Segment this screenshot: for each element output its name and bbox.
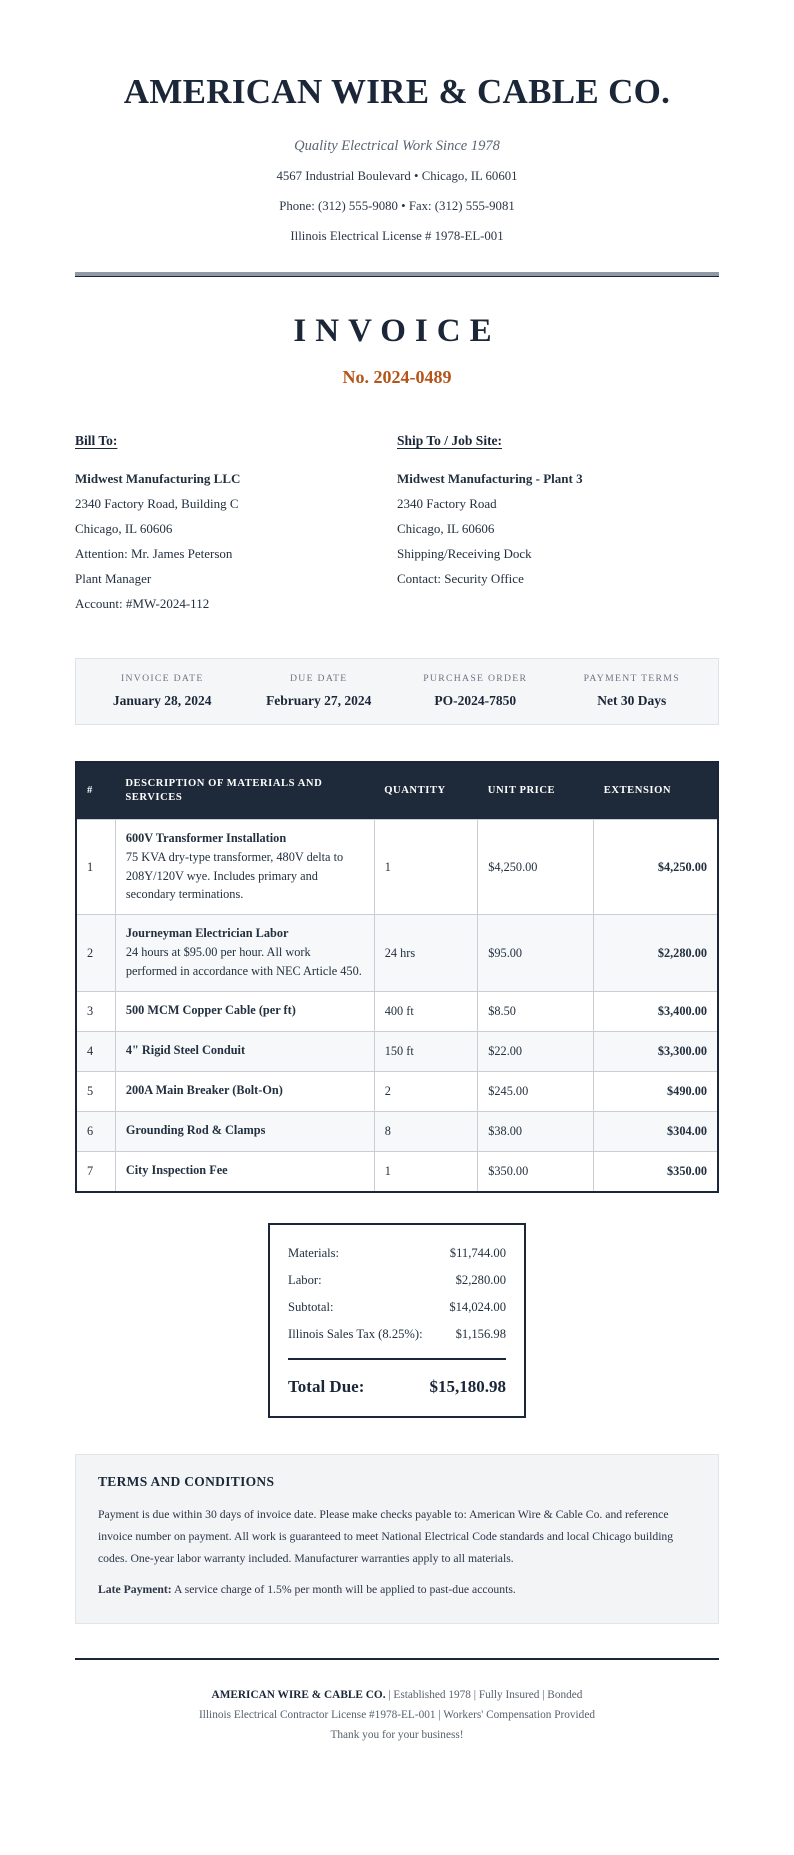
parties-section [75,433,719,616]
cell-unit-price: $8.50 [478,992,594,1032]
meta-value: February 27, 2024 [266,692,372,708]
ship-to-block [397,433,719,616]
totals-label: Subtotal: [288,1300,334,1315]
bill-to-line: Attention: Mr. James Peterson [75,545,233,561]
meta-value: PO-2024-7850 [434,692,517,708]
ship-to-line: Contact: Security Office [397,570,524,586]
table-row [76,915,718,992]
ship-to-line: Midwest Manufacturing - Plant 3 [397,470,583,486]
totals-section [75,1223,719,1418]
company-tagline: Quality Electrical Work Since 1978 [294,137,500,154]
invoice-number: No. 2024-0489 [342,366,452,387]
cell-unit-price: $350.00 [478,1152,594,1193]
ship-to-title: Ship To / Job Site: [397,432,503,448]
cell-number: 1 [76,820,115,915]
cell-quantity: 1 [374,820,478,915]
cell-extension: $4,250.00 [594,820,718,915]
terms-body: Payment is due within 30 days of invoice date. Please make checks payable to: American Wire & Cable Co. and reference invoice number on payment. All work is guaranteed to meet National Electrical Code standards and local Chicago building codes. One-year labor warranty included. Manufacturer warranties apply to all materials. [98,1508,674,1565]
meta-due-date [241,673,398,709]
cell-description [115,992,374,1032]
bill-to-line: 2340 Factory Road, Building C [75,495,239,511]
table-row [76,1152,718,1193]
meta-value: Net 30 Days [597,692,667,708]
cell-number: 5 [76,1072,115,1112]
totals-label: Illinois Sales Tax (8.25%): [288,1327,423,1342]
totals-box [268,1223,526,1418]
cell-extension: $3,300.00 [594,1032,718,1072]
cell-unit-price: $38.00 [478,1112,594,1152]
footer-line-3: Thank you for your business! [330,1729,464,1742]
meta-label: INVOICE DATE [120,672,204,684]
meta-purchase-order [397,673,554,709]
cell-quantity: 8 [374,1112,478,1152]
cell-unit-price: $95.00 [478,915,594,992]
invoice-heading: INVOICE [293,312,501,349]
company-phone-fax: Phone: (312) 555-9080 • Fax: (312) 555-9081 [279,199,515,214]
cell-number: 4 [76,1032,115,1072]
letterhead [75,70,719,246]
column-header-unit-price: UNIT PRICE [478,762,594,820]
table-row [76,992,718,1032]
cell-number: 2 [76,915,115,992]
totals-value: $1,156.98 [455,1327,506,1342]
page-footer [75,1668,719,1746]
cell-extension: $304.00 [594,1112,718,1152]
totals-row-materials [288,1240,506,1267]
bill-to-block [75,433,397,616]
ship-to-line: 2340 Factory Road [397,495,497,511]
cell-extension: $350.00 [594,1152,718,1193]
totals-value: $11,744.00 [449,1246,506,1261]
cell-number: 3 [76,992,115,1032]
column-header-extension: EXTENSION [594,762,718,820]
item-title: 4" Rigid Steel Conduit [125,1043,246,1058]
total-due-label: Total Due: [288,1377,365,1397]
item-title: 200A Main Breaker (Bolt-On) [125,1083,283,1098]
late-payment-text: A service charge of 1.5% per month will be applied to past-due accounts. [171,1583,516,1597]
column-header-quantity: QUANTITY [374,762,478,820]
footer-company-credentials: | Established 1978 | Fully Insured | Bonded [385,1688,583,1701]
cell-quantity: 400 ft [374,992,478,1032]
bill-to-line: Account: #MW-2024-112 [75,595,210,611]
totals-value: $14,024.00 [449,1300,506,1315]
meta-label: DUE DATE [290,672,348,684]
meta-label: PAYMENT TERMS [583,672,680,684]
totals-row-sales-tax [288,1321,506,1348]
bill-to-line: Midwest Manufacturing LLC [75,470,241,486]
item-detail: 75 KVA dry-type transformer, 480V delta to 208Y/120V wye. Includes primary and secondary terminations. [125,850,344,902]
cell-extension: $2,280.00 [594,915,718,992]
table-row [76,1032,718,1072]
table-row [76,820,718,915]
cell-unit-price: $245.00 [478,1072,594,1112]
late-payment-note [98,1580,696,1600]
bill-to-line: Chicago, IL 60606 [75,520,173,536]
totals-label: Labor: [288,1273,322,1288]
cell-description [115,1152,374,1193]
item-title: Grounding Rod & Clamps [125,1123,266,1138]
item-title: Journeyman Electrician Labor [125,926,289,941]
totals-value: $2,280.00 [455,1273,506,1288]
cell-description [115,1072,374,1112]
cell-number: 6 [76,1112,115,1152]
company-name: AMERICAN WIRE & CABLE CO. [123,72,671,111]
totals-label: Materials: [288,1246,340,1261]
footer-line-1 [75,1685,719,1705]
cell-number: 7 [76,1152,115,1193]
item-detail: 24 hours at $95.00 per hour. All work performed in accordance with NEC Article 450. [125,945,362,978]
cell-extension: $490.00 [594,1072,718,1112]
invoice-meta-bar [75,658,719,725]
column-header-description: DESCRIPTION OF MATERIALS AND SERVICES [115,762,374,820]
meta-label: PURCHASE ORDER [423,672,528,684]
item-title: City Inspection Fee [125,1163,228,1178]
line-items-table [75,761,719,1194]
cell-unit-price: $4,250.00 [478,820,594,915]
bill-to-title: Bill To: [75,432,118,448]
table-row [76,1072,718,1112]
header-divider [75,272,719,277]
ship-to-line: Chicago, IL 60606 [397,520,495,536]
meta-payment-terms [554,673,711,709]
footer-company-name: AMERICAN WIRE & CABLE CO. [211,1688,386,1701]
column-header-number: # [76,762,115,820]
terms-title: TERMS AND CONDITIONS [98,1474,275,1490]
total-due-value: $15,180.98 [429,1377,506,1397]
cell-quantity: 150 ft [374,1032,478,1072]
late-payment-label: Late Payment: [98,1583,172,1597]
cell-unit-price: $22.00 [478,1032,594,1072]
footer-divider [75,1658,719,1660]
meta-value: January 28, 2024 [112,692,212,708]
cell-quantity: 24 hrs [374,915,478,992]
table-row [76,1112,718,1152]
cell-description [115,915,374,992]
meta-invoice-date [84,673,241,709]
cell-extension: $3,400.00 [594,992,718,1032]
totals-row-subtotal [288,1294,506,1321]
cell-quantity: 1 [374,1152,478,1193]
item-title: 500 MCM Copper Cable (per ft) [125,1003,296,1018]
totals-row-labor [288,1267,506,1294]
ship-to-line: Shipping/Receiving Dock [397,545,532,561]
bill-to-line: Plant Manager [75,570,152,586]
company-address: 4567 Industrial Boulevard • Chicago, IL 60601 [276,168,518,183]
item-title: 600V Transformer Installation [125,831,287,846]
footer-line-2: Illinois Electrical Contractor License #1978-EL-001 | Workers' Compensation Provided [199,1709,595,1722]
cell-description [115,1112,374,1152]
cell-quantity: 2 [374,1072,478,1112]
company-license: Illinois Electrical License # 1978-EL-001 [290,229,504,244]
table-header-row [76,762,718,820]
totals-row-total-due [288,1358,506,1400]
cell-description [115,820,374,915]
cell-description [115,1032,374,1072]
terms-and-conditions [75,1454,719,1623]
